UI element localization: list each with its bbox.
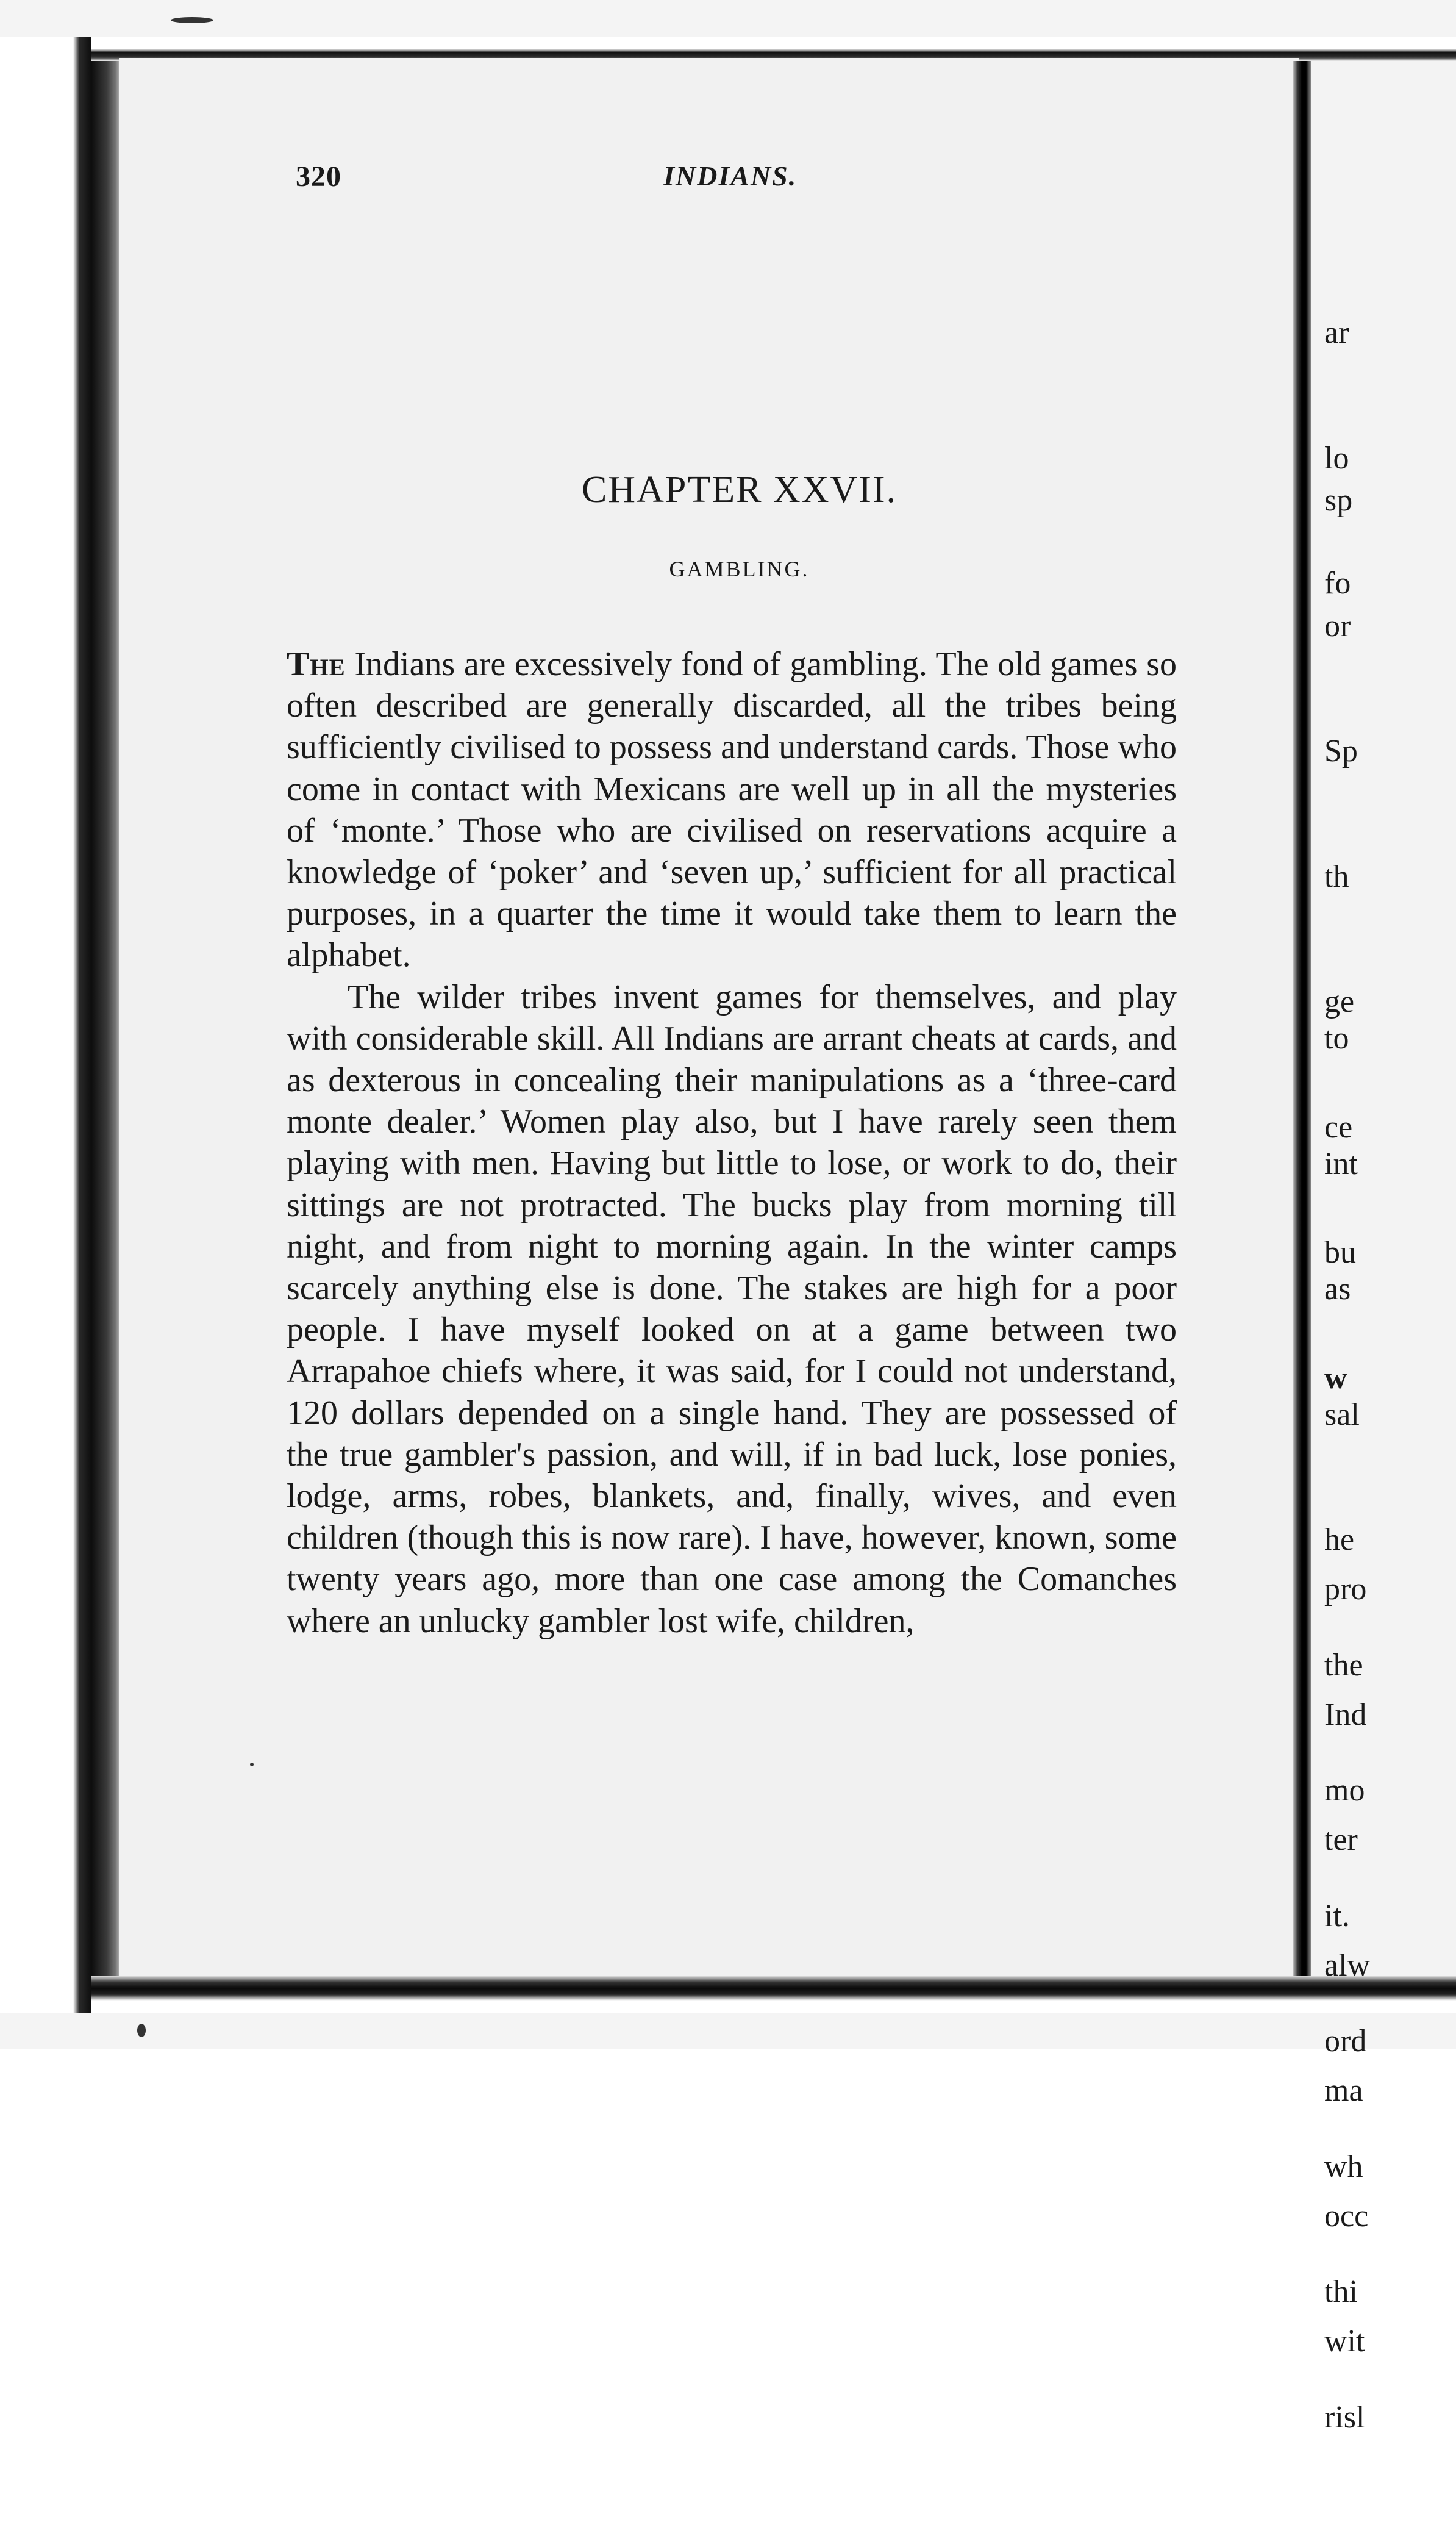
fragment-line: as — [1324, 1272, 1351, 1306]
fragment-line: wit — [1324, 2324, 1365, 2359]
left-binding-edge — [0, 37, 122, 2013]
fragment-line: ar — [1324, 315, 1349, 350]
fragment-line: it. — [1324, 1898, 1350, 1933]
fragment-line: wh — [1324, 2149, 1363, 2184]
book-gutter — [1293, 61, 1311, 1988]
fragment-line: bu — [1324, 1235, 1356, 1270]
top-page-edge — [91, 37, 1456, 61]
fragment-line: Ind — [1324, 1697, 1367, 1732]
fragment-line: th — [1324, 859, 1349, 894]
next-page-fragment-bottom — [1324, 1485, 1370, 2446]
fragment-line: pro — [1324, 1572, 1367, 1607]
scan-mark — [171, 17, 213, 23]
fragment-line: the — [1324, 1647, 1363, 1683]
section-title: GAMBLING. — [669, 557, 810, 581]
scan-speck — [250, 1763, 254, 1766]
fragment-line: ce — [1324, 1109, 1353, 1145]
page-number: 320 — [296, 160, 341, 193]
fragment-line: ge — [1324, 984, 1355, 1019]
fragment-line: int — [1324, 1146, 1358, 1181]
fragment-line: ter — [1324, 1822, 1358, 1857]
body-text — [287, 643, 1177, 1642]
fragment-line: occ — [1324, 2198, 1369, 2234]
fragment-line: fo — [1324, 566, 1351, 601]
chapter-title: CHAPTER XXVII. — [581, 469, 898, 510]
paragraph-1 — [287, 643, 1177, 976]
fragment-line: ord — [1324, 2024, 1367, 2058]
fragment-line: he — [1324, 1522, 1355, 1557]
fragment-line: thi — [1324, 2274, 1358, 2309]
fragment-line: mo — [1324, 1773, 1365, 1808]
fragment-line: Sp — [1324, 734, 1358, 768]
paragraph-1-text: Indians are excessively fond of gambling. The old games so often described are generally discarded, all the tribes being sufficiently civilised to possess and understand cards. Those who come in contact with Mexicans are well up in all the mysteries of ‘monte.’ Those who are civilised on reservations acquire a knowledge of ‘poker’ and ‘seven up,’ sufficient for all practical purposes, in a quarter the time it would take them to learn the alphabet. — [287, 645, 1177, 975]
paragraph-2: The wilder tribes invent games for themselves, and play with considerable skill. All Indians are arrant cheats at cards, and as dexterous in concealing their manipulations as a ‘three-card monte dealer.’ Women play also, but I have rarely seen them playing with men. Having but little to lose, or work to do, their sittings are not protracted. The bucks play from morning till night, and from night to morning again. In the winter camps scarcely anything else is done. The stakes are high for a poor people. I have myself looked on at a game between two Arrapahoe chiefs where, it was said, for I could not understand, 120 dollars depended on a single hand. They are possessed of the true gambler's passion, and will, if in bad luck, lose ponies, lodge, arms, robes, blankets, and, finally, wives, and even children (though this is now rare). I have, however, known, some twenty years ago, more than one case among the Comanches where an unlucky gambler lost wife, children, — [287, 978, 1177, 1640]
page-header — [296, 160, 1186, 196]
fragment-line: alw — [1324, 1947, 1371, 1983]
fragment-line: sal — [1324, 1397, 1360, 1432]
scan-mark — [137, 2024, 146, 2037]
fragment-line: sp — [1324, 483, 1353, 518]
lead-word: The — [287, 645, 346, 683]
fragment-line: ma — [1324, 2073, 1363, 2108]
fragment-line: to — [1324, 1021, 1349, 1056]
fragment-line: or — [1324, 608, 1351, 643]
fragment-line: w — [1324, 1360, 1347, 1395]
running-head: INDIANS. — [663, 160, 798, 192]
bottom-page-edge — [91, 1976, 1456, 2013]
fragment-line: lo — [1324, 440, 1349, 476]
fragment-line: risl — [1324, 2399, 1365, 2435]
